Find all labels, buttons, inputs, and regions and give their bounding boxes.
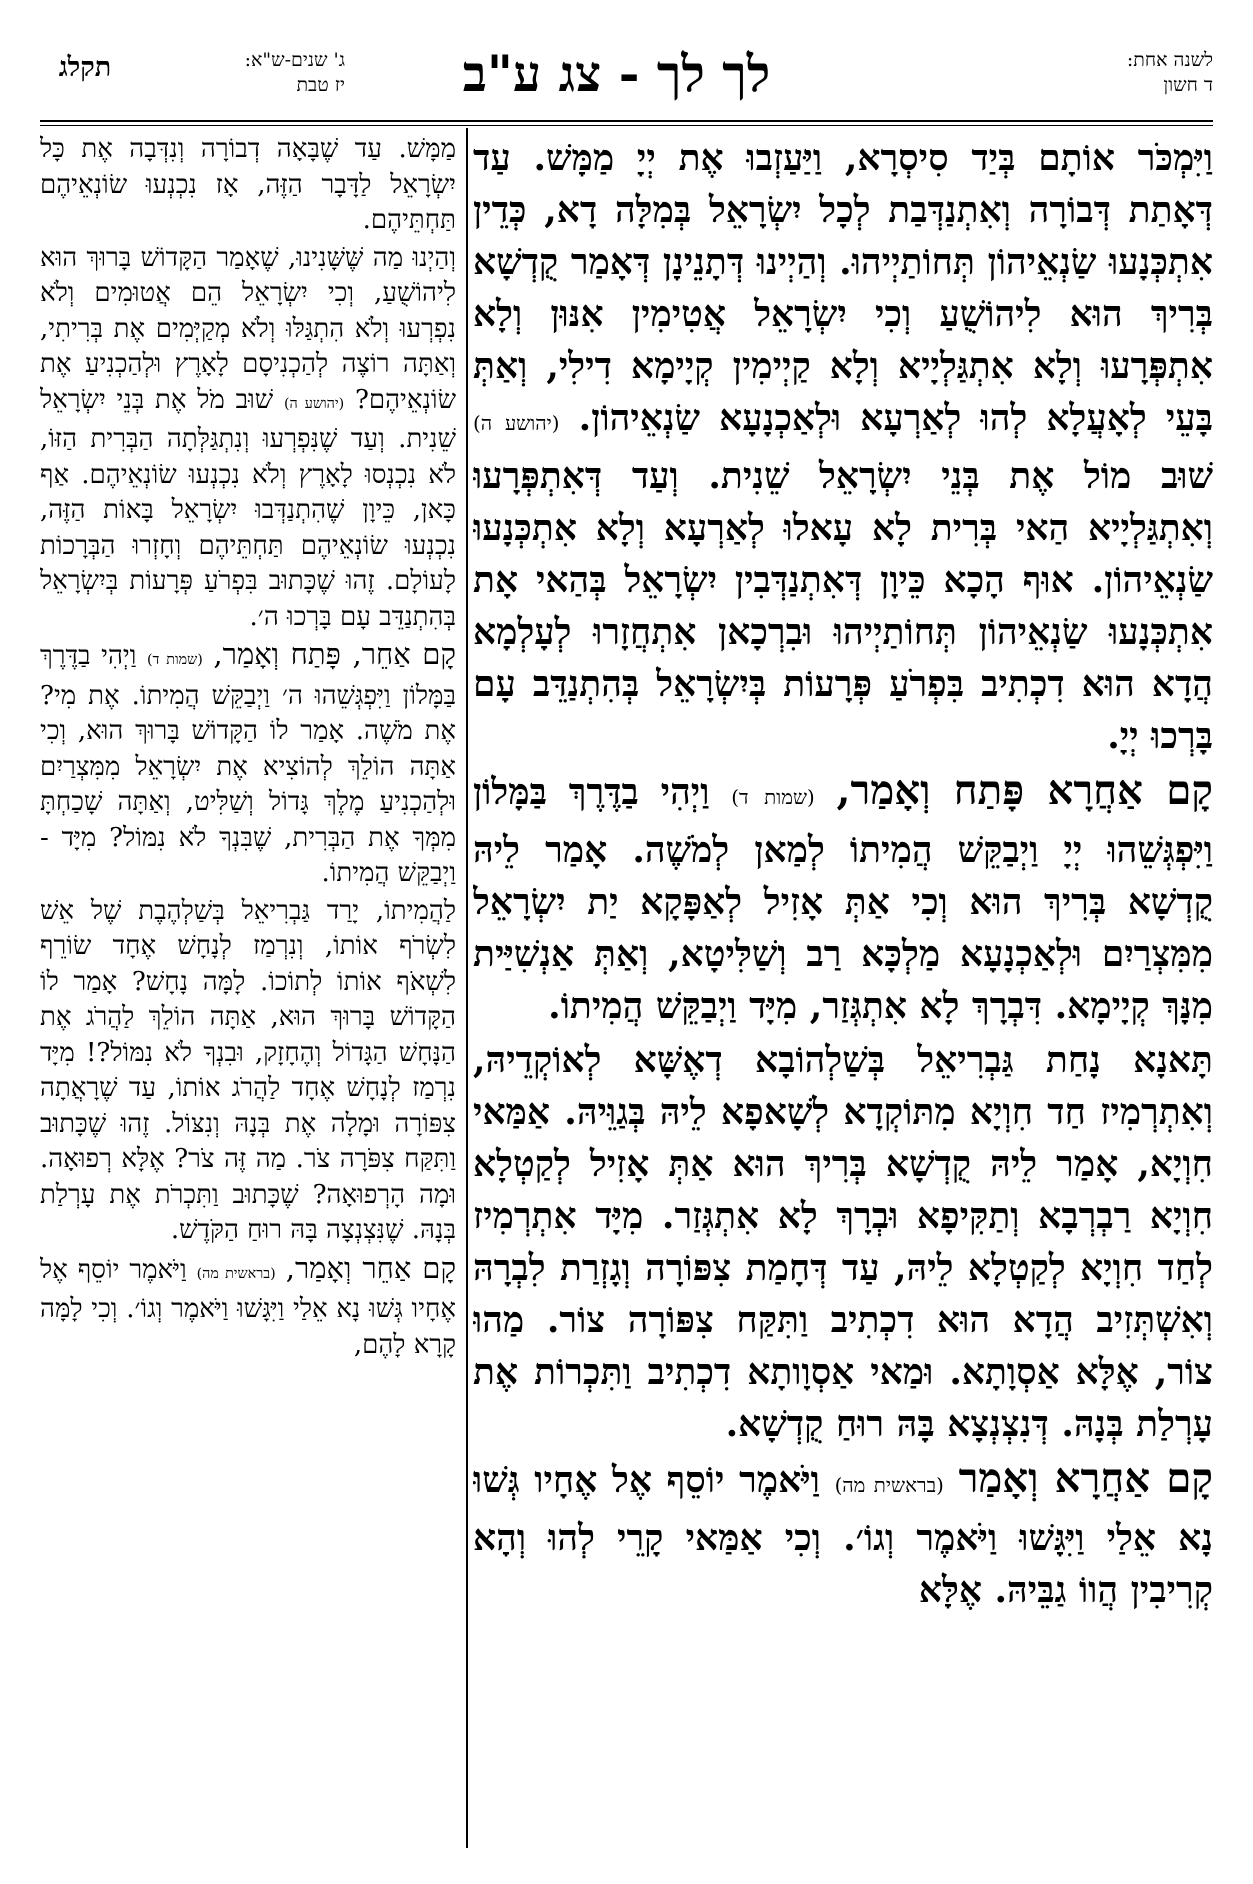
main-paragraph [473,1034,1213,1450]
main-paragraph [473,1452,1213,1616]
translation-paragraph [40,637,456,892]
main-paragraph [473,132,1213,762]
translation-text-segment: מַמָּשׁ. עַד שֶׁבָּאָה דְבוֹרָה וְנִדְּבָה אֶת כָּל יִשְׂרָאֵל לַדָּבָר הַזֶּה, אָז נִכְנְעוּ שׂוֹנְאֵיהֶם תַּחְתֵּיהֶם. [40,134,456,235]
cycle-schedule [135,48,345,98]
header-rule [40,120,1213,122]
verse-reference: (יהושע ה) [473,412,560,435]
main-text-segment: קָם אַחֲרָא פָּתַח וְאָמַר, [836,766,1213,814]
main-text-segment: וַיֹּאמֶר יוֹסֵף אֶל אֶחָיו גְּשׁוּ נָא אֵלַי וַיִּגָּשׁוּ וַיֹּאמֶר וְגוֹ׳. וְכִי אַמַּאי קָרֵי לְהוּ וְהָא קְרִיבִין הֲווֹ גַבֵּיהּ. אֶלָּא [473,1459,1213,1611]
page-header [40,38,1213,118]
translation-paragraph [40,132,456,239]
main-text-segment: וַיִּמְכֹּר אוֹתָם בְּיַד סִיסְרָא, וַיַּעַזְבוּ אֶת יְיָ מַמָּשׁ. עַד דְּאָתַת דְּבוֹרָה וְאִתְנַדְּבַת לְכָל יִשְׂרָאֵל בְּמִלָּה דָא, כְּדֵין אִתְכְּנָעוּ שַׂנְאֵיהוֹן תְּחוֹתַיְיהוּ. וְהַיְינוּ דְּתָנֵינָן דְּאָמַר קֻדְשָׁא בְּרִיךְ הוּא לִיהוֹשֻׁעַ וְכִי יִשְׂרָאֵל אֲטִימִין אִנּוּן וְלָא אִתְפְּרָעוּ וְלָא אִתְגַּלְיָיא וְלָא קַיְימִין קְיָימָא דִילִי, וְאַתְּ בָּעֵי לְאָעֲלָא לְהוּ לְאַרְעָא וּלְאַכְנָעָא שַׂנְאֵיהוֹן. [473,137,1213,439]
main-text-segment: תָּאנָא נָחַת גַּבְרִיאֵל בְּשַׁלְהוֹבָא דְאֶשָּׁא לְאוֹקְדֵיהּ, וְאִתְרְמִיז חַד חִוְיָא מִתּוֹקְדָא לְשָׁאפָא לֵיהּ בְּגַוֵּיהּ. אַמַּאי חִוְיָא, אָמַר לֵיהּ קֻדְשָׁא בְּרִיךְ הוּא אַתְּ אָזִיל לְקַטְלָא חִוְיָא רַבְרְבָא וְתַקִּיפָא וּבְרָךְ לָא אִתְגְּזַר. מִיָּד אִתְרְמִיז לְחַד חִוְיָא לְקַטְלָא לֵיהּ, עַד דְּחָמַת צִפּוֹרָה וְגָזְרַת לִבְרָהּ וְאִשְׁתְּזִיב הֲדָא הוּא דִכְתִיב וַתִּקַּח צִפּוֹרָה צוֹר. מַהוּ צוֹר, אֶלָּא אַסְוָתָא. וּמַאי אַסְוָותָא דִכְתִיב וַתִּכְרוֹת אֶת עָרְלַת בְּנָהּ. דְּנִצְנְצָא בָּהּ רוּחַ קֻדְשָׁא. [473,1039,1213,1445]
verse-reference: (שמות ד) [146,652,203,668]
page-title: לך לך - צג ע"ב [462,44,771,103]
translation-text-segment: קָם אַחֵר, פָּתַח וְאָמַר, [213,637,456,671]
main-text-column [473,132,1213,1842]
verse-reference: (שמות ד) [731,786,815,809]
translation-column [40,132,456,1842]
verse-reference: (בראשית מה) [834,1474,944,1497]
main-text-segment: שׁוּב מוֹל אֶת בְּנֵי יִשְׂרָאֵל שֵׁנִית. וְעַד דְּאִתְפְּרָעוּ וְאִתְגַּלְיָיא הַאי בְּרִית לָא עָאלוּ לְאַרְעָא וְלָא אִתְכְּנָעוּ שַׂנְאֵיהוֹן. אוּף הָכָא כֵּיוָן דְּאִתְנַדְּבִין יִשְׂרָאֵל בְּהַאי אָת אִתְכְּנָעוּ שַׂנְאֵיהוֹן תְּחוֹתַיְיהוּ וּבִרְכָאן אִתְחֲזָרוּ לְעָלְמָא הֲדָא הוּא דִכְתִיב בִּפְרֹעַ פְּרָעוֹת בְּיִשְׂרָאֵל בְּהִתְנַדֵּב עָם בָּרְכוּ יְיָ. [473,455,1213,757]
date-label: ד חשון [1163,74,1213,96]
translation-paragraph [40,894,456,1249]
main-paragraph [473,764,1213,1032]
translation-text-segment: וַיֹּאמֶר יוֹסֵף אֶל אֶחָיו גְּשׁוּ נָא אֵלַי וַיִּגָּשׁוּ וַיֹּאמֶר וְגוֹ׳. וְכִי לָמָּה קָרָא לָהֶם, [40,1254,456,1360]
translation-text-segment: קָם אַחֵר וְאָמַר, [285,1250,456,1285]
translation-text-segment: וְהַיְנוּ מַה שֶּׁשָּׁנִינוּ, שֶׁאָמַר הַקָּדוֹשׁ בָּרוּךְ הוּא לִיהוֹשֻׁעַ, וְכִי יִשְׂרָאֵל הֵם אֲטוּמִים וְלֹא נִפְרְעוּ וְלֹא הִתְגַּלּוּ וְלֹא מְקַיְּמִים אֶת בְּרִיתִי, וְאַתָּה רוֹצֶה לְהַכְנִיסָם לָאָרֶץ וּלְהַכְנִיעַ אֶת שׂוֹנְאֵיהֶם? [40,242,456,415]
translation-paragraph [40,241,456,636]
daily-schedule [1023,48,1213,98]
year-label: לשנה אחת: [1126,49,1213,71]
main-text-segment: וַיְהִי בַדֶּרֶךְ בַּמָּלוֹן וַיִּפְגְּשֵׁהוּ יְיָ וַיְבַקֵּשׁ הֲמִיתוֹ לְמַאן לְמֹשֶׁה. אָמַר לֵיהּ קֻדְשָׁא בְּרִיךְ הוּא וְכִי אַתְּ אָזִיל לְאַפָּקָא יַת יִשְׂרָאֵל מִמִּצְרַיִם וּלְאַכְנָעָא מַלְכָּא רַב וְשַׁלִּיטָא, וְאַתְּ אַנְשִׁיַּית מִנָּךְ קְיָימָא. דִּבְרָךְ לָא אִתְגְּזַר, מִיָּד וַיְבַקֵּשׁ הֲמִיתוֹ. [473,771,1213,1027]
verse-reference: (יהושע ה) [283,395,345,412]
translation-text-segment: לַהֲמִיתוֹ, יָרַד גַּבְרִיאֵל בְּשַׁלְהֶבֶת שֶׁל אֵשׁ לִשְׂרֹף אוֹתוֹ, וְנִרְמַז לְנָחָשׁ אֶחָד שׂוֹרֵף לִשְׁאֹף אוֹתוֹ לְתוֹכוֹ. לָמָּה נָחָשׁ? אָמַר לוֹ הַקָּדוֹשׁ בָּרוּךְ הוּא, אַתָּה הוֹלֵךְ לַהֲרֹג אֶת הַנָּחָשׁ הַגָּדוֹל וְהֶחָזָק, וּבִנְךָ לֹא נִמּוֹל?! מִיָּד נִרְמַז לְנָחָשׁ אֶחָד לַהֲרֹג אוֹתוֹ, עַד שֶׁרָאֲתָה צִפּוֹרָה וּמָלָה אֶת בְּנָהּ וְנִצּוֹל. זֶהוּ שֶׁכָּתוּב וַתִּקַּח צִפֹּרָה צֹר. מַה זֶּה צֹר? אֶלָּא רְפוּאָה. וּמָה הָרְפוּאָה? שֶׁכָּתוּב וַתִּכְרֹת אֶת עָרְלַת בְּנָהּ. שֶׁנִּצְנְצָה בָּהּ רוּחַ הַקֹּדֶשׁ. [40,895,456,1245]
page-number: תקלג [58,52,112,83]
translation-paragraph [40,1251,456,1364]
column-divider [466,128,468,1848]
cycle-label: ג' שנים-ש"א: [244,49,345,71]
verse-reference: (בראשית מה) [196,1265,276,1282]
header-rule-thin [40,125,1213,126]
main-text-segment: קָם אַחֲרָא וְאָמַר [958,1454,1213,1502]
translation-text-segment: שׁוּב מֹל אֶת בְּנֵי יִשְׂרָאֵל שֵׁנִית. וְעַד שֶׁנִּפְרְעוּ וְנִתְגַּלְּתָה הַבְּרִית הַזּוֹ, לֹא נִכְנְסוּ לָאָרֶץ וְלֹא נִכְנְעוּ שׂוֹנְאֵיהֶם. אַף כָּאן, כֵּיוָן שֶׁהִתְנַדְּבוּ יִשְׂרָאֵל בָּאוֹת הַזֶּה, נִכְנְעוּ שׂוֹנְאֵיהֶם תַּחְתֵּיהֶם וְחָזְרוּ הַבְּרָכוֹת לָעוֹלָם. זֶהוּ שֶׁכָּתוּב בִּפְרֹעַ פְּרָעוֹת בְּיִשְׂרָאֵל בְּהִתְנַדֵּב עָם בָּרְכוּ ה׳. [40,384,456,632]
translation-text-segment: וַיְהִי בַדֶּרֶךְ בַּמָּלוֹן וַיִּפְגְּשֵׁהוּ ה׳ וַיְבַקֵּשׁ הֲמִיתוֹ. אֶת מִי? אֶת מֹשֶׁה. אָמַר לוֹ הַקָּדוֹשׁ בָּרוּךְ הוּא, וְכִי אַתָּה הוֹלֵךְ לְהוֹצִיא אֶת יִשְׂרָאֵל מִמִּצְרַיִם וּלְהַכְנִיעַ מֶלֶךְ גָּדוֹל וְשַׁלִּיט, וְאַתָּה שָׁכַחְתָּ מִמְּךָ אֶת הַבְּרִית, שֶׁבִּנְךָ לֹא נִמּוֹל? מִיָּד - וַיְבַקֵּשׁ הֲמִיתוֹ. [40,641,456,888]
cycle-date: יז טבת [296,74,345,96]
